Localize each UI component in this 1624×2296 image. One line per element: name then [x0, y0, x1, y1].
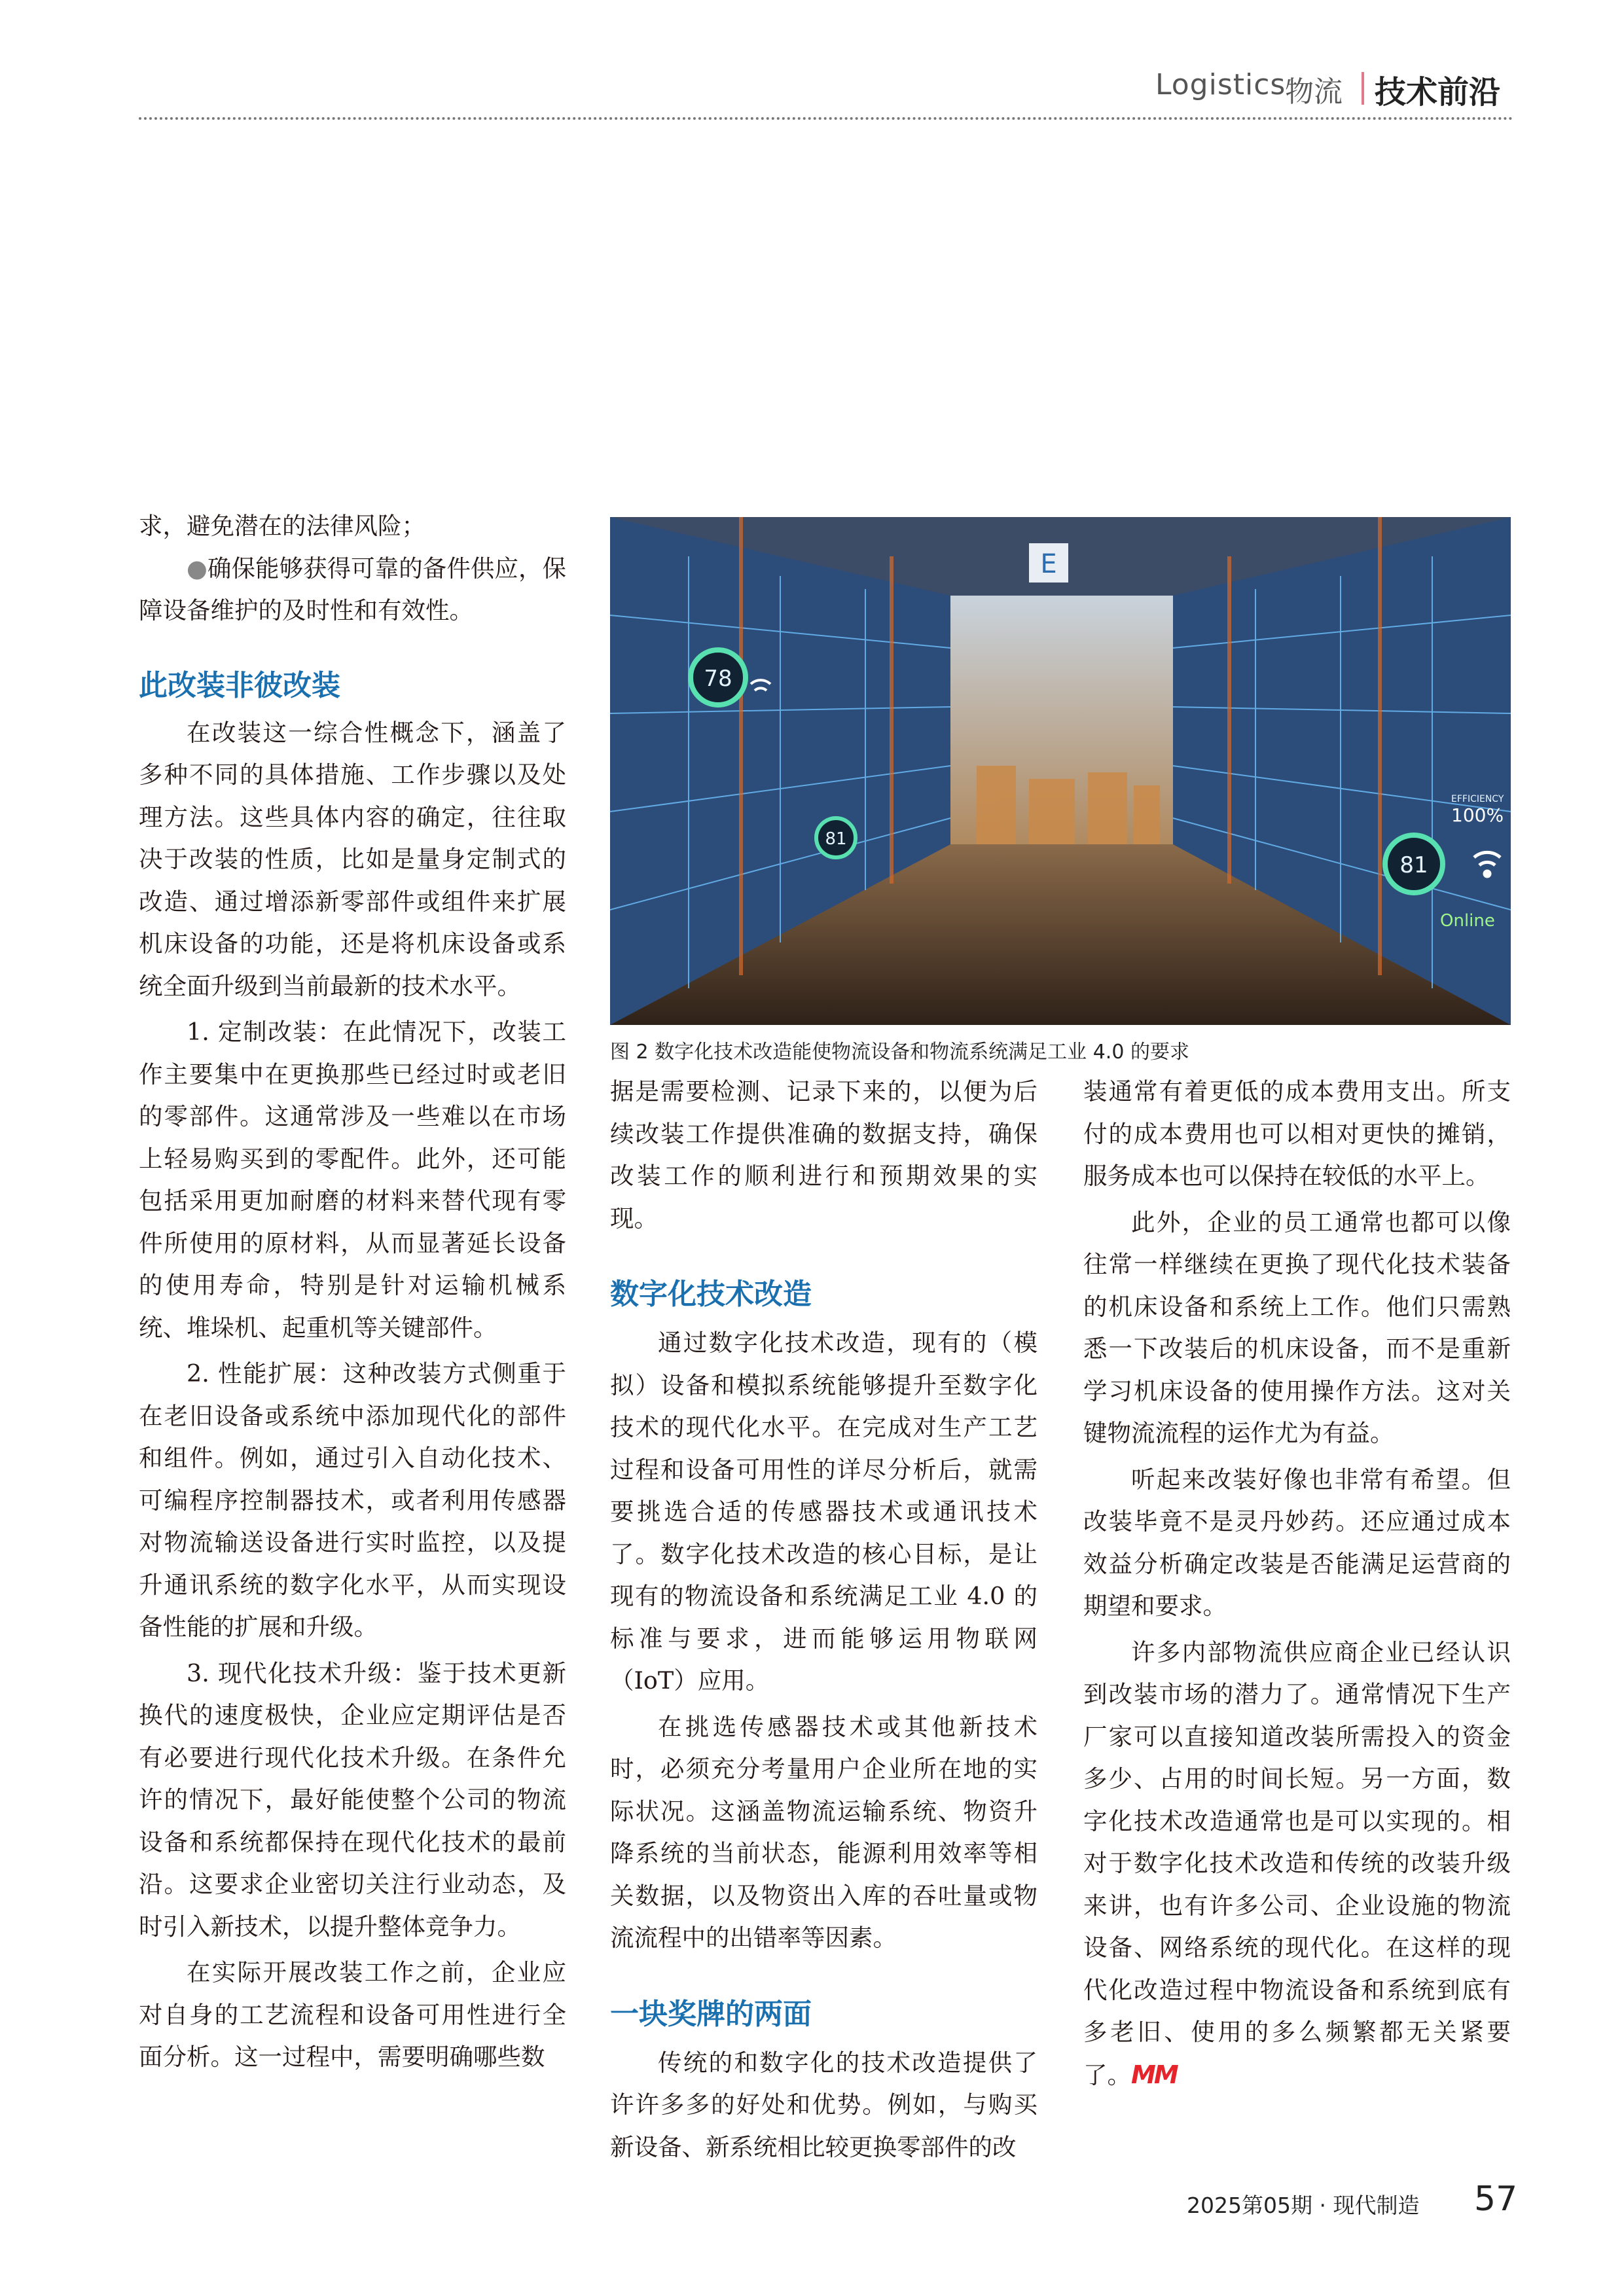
section-heading: 一块奖牌的两面 — [610, 1997, 812, 2031]
paragraph: 在挑选传感器技术或其他新技术时，必须充分考量用户企业所在地的实际状况。这涵盖物流运输系统、物资升降系统的当前状态，能源利用效率等相关数据，以及物资出入库的吞吐量或物流流程中的出错率等因素。 — [610, 1712, 1038, 1952]
paragraph: 3. 现代化技术升级：鉴于技术更新换代的速度极快，企业应定期评估是否有必要进行现代化技术升级。在条件允许的情况下，最好能使整个公司的物流设备和系统都保持在现代化技术的最前沿。这要求企业密切关注行业动态，及时引入新技术，以提升整体竞争力。 — [139, 1659, 566, 1941]
paragraph: 传统的和数字化的技术改造提供了许许多多的好处和优势。例如，与购买新设备、新系统相比较更换零部件的改 — [610, 2048, 1038, 2161]
paragraph — [1083, 1632, 1511, 2097]
header-dotted-rule — [139, 117, 1513, 120]
paragraph: 通过数字化技术改造，现有的（模拟）设备和模拟系统能够提升至数字化技术的现代化水平。在完成对生产工艺过程和设备可用性的详尽分析后，就需要挑选合适的传感器技术或通讯技术了。数字化技术改造的核心目标，是让现有的物流设备和系统满足工业 4.0 的标准与要求，进而能够运用物联网（IoT）应用。 — [610, 1329, 1038, 1695]
paragraph: 装通常有着更低的成本费用支出。所支付的成本费用也可以相对更快的摊销，服务成本也可以保持在较低的水平上。 — [1083, 1077, 1511, 1190]
hud-efficiency-label: EFFICIENCY — [1451, 794, 1504, 804]
header-logistics-zh: 物流 — [1285, 75, 1343, 109]
paragraph: 据是需要检测、记录下来的，以便为后续改装工作提供准确的数据支持，确保改装工作的顺利进行和预期效果的实现。 — [610, 1077, 1038, 1232]
aisle-letter: E — [1040, 549, 1057, 579]
paragraph-text: 许多内部物流供应商企业已经认识到改装市场的潜力了。通常情况下生产厂家可以直接知道改装所需投入的资金多少、占用的时间长短。另一方面，数字化技术改造通常也是可以实现的。相对于数字化技术改造和传统的改装升级来讲，也有许多公司、企业设施的物流设备、网络系统的现代化。在这样的现代化改造过程中物流设备和系统到底有多老旧、使用的多么频繁都无关紧要了。 — [1083, 1638, 1511, 2089]
paragraph: 听起来改装好像也非常有希望。但改装毕竟不是灵丹妙药。还应通过成本效益分析确定改装是否能满足运营商的期望和要求。 — [1083, 1465, 1511, 1620]
bullet-text: 确保能够获得可靠的备件供应，保障设备维护的及时性和有效性。 — [139, 554, 567, 624]
header-separator — [1362, 72, 1364, 105]
footer-issue: 2025第05期 · 现代制造 — [1187, 2193, 1420, 2218]
gauge-mid-value: 81 — [825, 829, 847, 849]
column-3 — [1083, 1071, 1511, 2096]
column-2 — [610, 1071, 1038, 2168]
paragraph: 此外，企业的员工通常也都可以像往常一样继续在更换了现代化技术装备的机床设备和系统上工作。他们只需熟悉一下改装后的机床设备，而不是重新学习机床设备的使用操作方法。这对关键物流流程的运作尤为有益。 — [1083, 1208, 1511, 1447]
hud-online: Online — [1440, 911, 1495, 931]
gauge-right-value: 81 — [1399, 852, 1428, 878]
bullet-paragraph — [139, 548, 566, 632]
column-1 — [139, 505, 566, 2079]
bullet-icon: ● — [187, 554, 208, 583]
figure-caption: 图 2 数字化技术改造能使物流设备和物流系统满足工业 4.0 的要求 — [610, 1041, 1189, 1064]
page-number: 57 — [1474, 2179, 1518, 2219]
gauge-left-value: 78 — [704, 666, 732, 692]
hud-percent: 100% — [1451, 804, 1504, 826]
paragraph: 在实际开展改装工作之前，企业应对自身的工艺流程和设备可用性进行全面分析。这一过程中，需要明确哪些数 — [139, 1958, 566, 2071]
header-section: 技术前沿 — [1375, 74, 1501, 111]
paragraph: 在改装这一综合性概念下，涵盖了多种不同的具体措施、工作步骤以及处理方法。这些具体内容的确定，往往取决于改装的性质，比如是量身定制式的改造、通过增添新零部件或组件来扩展机床设备的功能，还是将机床设备或系统全面升级到当前最新的技术水平。 — [139, 718, 566, 1000]
paragraph: 2. 性能扩展：这种改装方式侧重于在老旧设备或系统中添加现代化的部件和组件。例如，通过引入自动化技术、可编程序控制器技术，或者利用传感器对物流输送设备进行实时监控，以及提升通讯系统的数字化水平，从而实现设备性能的扩展和升级。 — [139, 1359, 566, 1641]
header-logistics: Logistics — [1155, 68, 1286, 101]
section-heading: 数字化技术改造 — [610, 1278, 812, 1311]
end-mark-logo: MM — [1131, 2060, 1177, 2089]
paragraph: 求，避免潜在的法律风险； — [139, 512, 425, 540]
paragraph: 1. 定制改装：在此情况下，改装工作主要集中在更换那些已经过时或老旧的零部件。这通常涉及一些难以在市场上轻易购买到的零配件。此外，还可能包括采用更加耐磨的材料来替代现有零件所使用的原材料，从而显著延长设备的使用寿命，特别是针对运输机械系统、堆垛机、起重机等关键部件。 — [139, 1018, 566, 1342]
warehouse-figure — [610, 517, 1511, 1025]
section-heading: 此改装非彼改装 — [139, 668, 340, 702]
warehouse-illustration — [610, 517, 1511, 1025]
